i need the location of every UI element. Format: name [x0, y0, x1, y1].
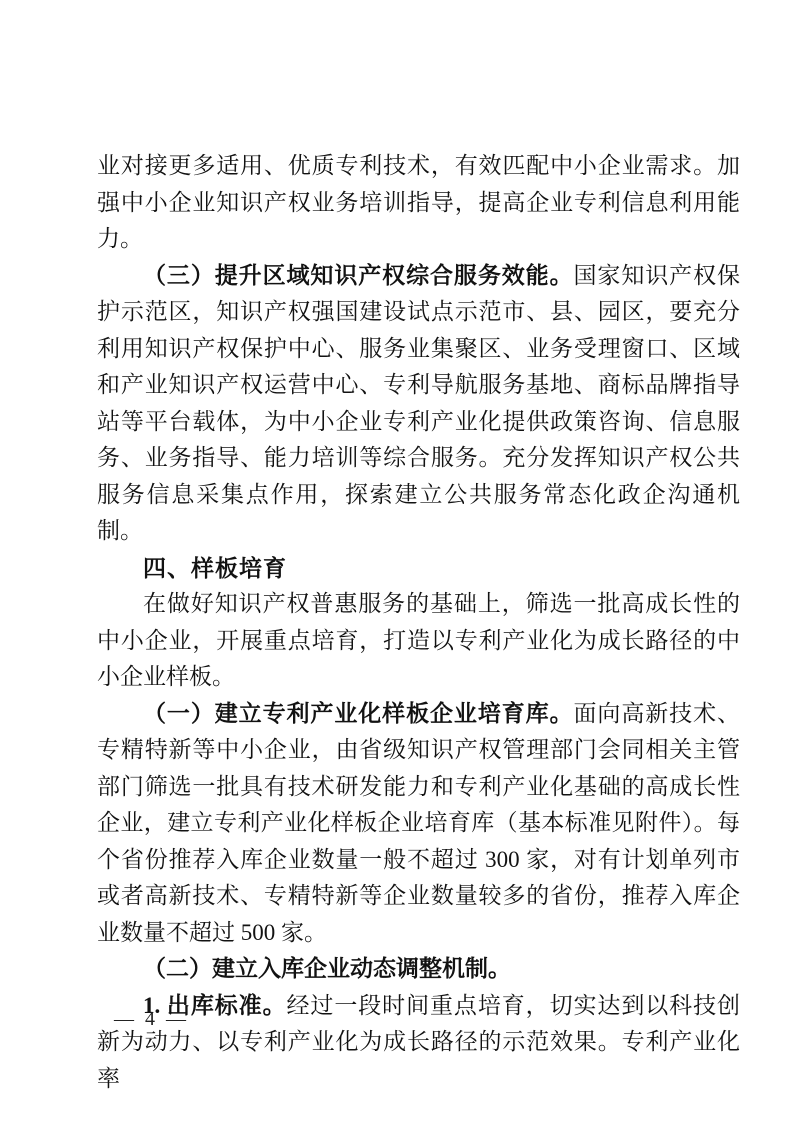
- sub1-body-text: 经过一段时间重点培育，切实达到以科技创新为动力、以专利产业化为成长路径的示范效果。专利产业化率: [97, 992, 741, 1091]
- item2-lead-bold: （二）建立入库企业动态调整机制。: [143, 956, 511, 981]
- item1-lead-bold: （一）建立专利产业化样板企业培育库。: [143, 700, 574, 726]
- paragraph-sub1: [97, 988, 740, 1098]
- heading-section4: 四、样板培育: [143, 554, 287, 581]
- section3-lead-bold: （三）提升区域知识产权综合服务效能。: [143, 262, 574, 288]
- section3-body-text: 国家知识产权保护示范区，知识产权强国建设试点示范市、县、园区，要充分利用知识产权保护中心、服务业集聚区、业务受理窗口、区域和产业知识产权运营中心、专利导航服务基地、商标品牌指导站等平台载体，为中小企业专利产业化提供政策咨询、信息服务、业务指导、能力培训等综合服务。充分发挥知识产权公共服务信息采集点作用，探索建立公共服务常态化政企沟通机制。: [97, 262, 741, 543]
- document-body: [97, 148, 740, 1097]
- paragraph-section4-intro: 在做好知识产权普惠服务的基础上，筛选一批高成长性的中小企业，开展重点培育，打造以专利产业化为成长路径的中小企业样板。: [97, 591, 740, 689]
- page-number: — 4 —: [114, 1008, 189, 1030]
- paragraph-continuation: 业对接更多适用、优质专利技术，有效匹配中小企业需求。加强中小企业知识产权业务培训指导，提高企业专利信息利用能力。: [97, 153, 740, 251]
- paragraph-item1: [97, 696, 740, 952]
- item1-body-text: 面向高新技术、专精特新等中小企业，由省级知识产权管理部门会同相关主管部门筛选一批具有技术研发能力和专利产业化基础的高成长性企业，建立专利产业化样板企业培育库（基本标准见附件）。每个省份推荐入库企业数量一般不超过 300 家，对有计划单列市或者高新技术、专精特新等企业数量较多的省份，推荐入库企业数量不超过 500 家。: [97, 700, 741, 945]
- paragraph-item2: [97, 951, 740, 988]
- sub1-lead-bold: 1. 出库标准。: [143, 992, 287, 1018]
- paragraph-section3: [97, 258, 740, 550]
